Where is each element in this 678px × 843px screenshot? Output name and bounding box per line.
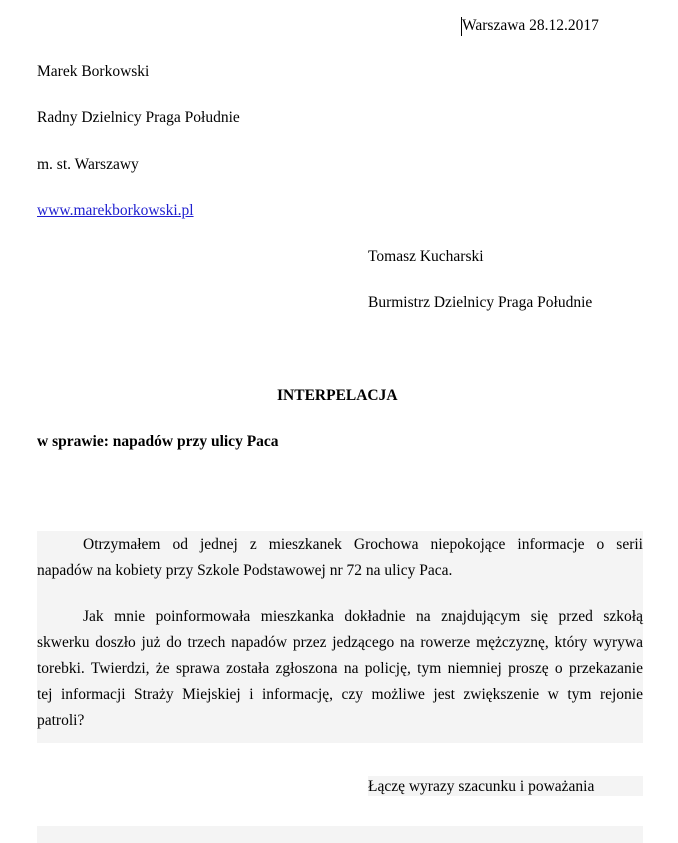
body-paragraph-2 bbox=[37, 604, 643, 734]
paragraph-line: torebki. Twierdzi, że sprawa została zgłoszona na policję, tym niemniej proszę o przekazanie bbox=[37, 660, 643, 677]
sender-name: Marek Borkowski bbox=[37, 63, 150, 80]
recipient-name: Tomasz Kucharski bbox=[368, 248, 484, 265]
body-paragraph-1 bbox=[37, 532, 643, 584]
sender-role: Radny Dzielnicy Praga Południe bbox=[37, 109, 240, 126]
paragraph-line: Jak mnie poinformowała mieszkanka dokładnie na znajdującym się przed szkołą bbox=[83, 608, 643, 625]
sender-city: m. st. Warszawy bbox=[37, 156, 139, 173]
paragraph-line: napadów na kobiety przy Szkole Podstawowej nr 72 na ulicy Paca. bbox=[37, 562, 453, 579]
place-date: Warszawa 28.12.2017 bbox=[462, 17, 599, 34]
footer-shading bbox=[37, 826, 643, 843]
closing-text: Łączę wyrazy szacunku i poważania bbox=[368, 778, 595, 795]
recipient-role: Burmistrz Dzielnicy Praga Południe bbox=[368, 294, 593, 311]
paragraph-line: Otrzymałem od jednej z mieszkanek Grochowa niepokojące informacje o serii bbox=[83, 536, 643, 553]
document-subject: w sprawie: napadów przy ulicy Paca bbox=[37, 433, 279, 450]
paragraph-line: tej informacji Straży Miejskiej i informację, czy możliwe jest zwiększenie w tym rejonie bbox=[37, 686, 643, 703]
paragraph-line: patroli? bbox=[37, 712, 85, 729]
sender-website-link[interactable]: www.marekborkowski.pl bbox=[37, 202, 194, 219]
document-title: INTERPELACJA bbox=[277, 387, 398, 404]
paragraph-line: skwerku doszło już do trzech napadów przez jedzącego na rowerze mężczyznę, który wyrywa bbox=[37, 634, 643, 651]
